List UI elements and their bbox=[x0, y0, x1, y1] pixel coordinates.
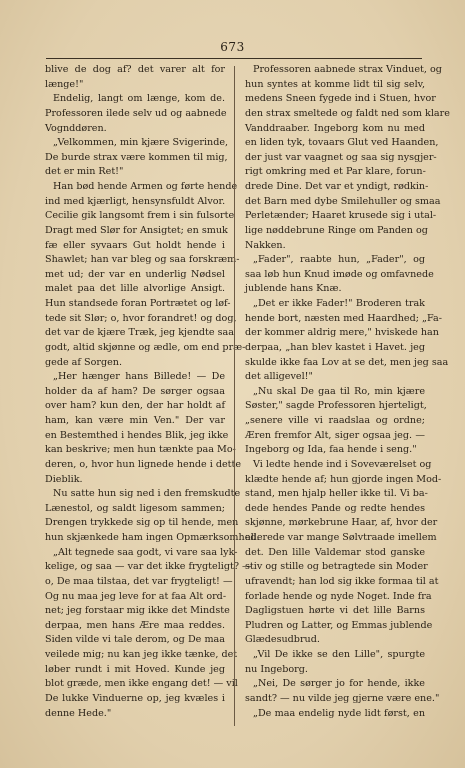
text-line: det alligevel!" bbox=[245, 371, 313, 383]
text-line: det var de kjære Træk, jeg kjendte saa bbox=[45, 327, 234, 339]
text-line: Shawlet; han var bleg og saa forskræm- bbox=[45, 254, 240, 266]
text-line: hende bort, næsten med Haardhed; „Fa- bbox=[245, 312, 442, 324]
header-rule bbox=[46, 58, 422, 59]
text-line: fæ eller syvaars Gut holdt hende i bbox=[45, 239, 225, 251]
text-line: det er min Ret!" bbox=[45, 166, 124, 178]
text-line: lige nøddebrune Ringe om Panden og bbox=[245, 224, 428, 236]
text-line: Cecilie gik langsomt frem i sin fulsorte bbox=[45, 210, 235, 222]
text-line: forlade hende og nyde Noget. Inde fra bbox=[245, 590, 432, 602]
text-line: Dieblik. bbox=[45, 473, 83, 485]
text-line: hun syntes at komme lidt til sig selv, bbox=[245, 78, 425, 90]
text-line: en Bestemthed i hendes Blik, jeg ikke bbox=[45, 429, 229, 441]
text-line: Glædesudbrud. bbox=[245, 634, 320, 646]
text-line: „Alt tegnede saa godt, vi vare saa lyk- bbox=[53, 546, 238, 558]
text-line: jublende hans Knæ. bbox=[245, 283, 342, 295]
column-divider bbox=[234, 66, 235, 726]
text-line: hun skjænkede ham ingen Opmærksomhed. bbox=[45, 532, 260, 543]
text-line: Pludren og Latter, og Emmas jublende bbox=[245, 619, 433, 631]
text-line: „De maa endelig nyde lidt først, en bbox=[253, 707, 425, 719]
text-line: nu Ingeborg. bbox=[245, 663, 308, 675]
text-line: medens Sneen fygede ind i Stuen, hvor bbox=[245, 93, 436, 105]
text-line: De lukke Vinduerne op, jeg kvæles i bbox=[45, 692, 225, 704]
text-line: Professoren ilede selv ud og aabnede bbox=[45, 107, 227, 119]
text-line: holder da af ham? De sørger ogsaa bbox=[45, 385, 225, 397]
text-line: en liden tyk, tovaars Glut ved Haanden, bbox=[245, 137, 439, 149]
text-line: denne Hede." bbox=[45, 707, 112, 719]
text-line: Siden vilde vi tale derom, og De maa bbox=[45, 634, 225, 646]
text-line: der just var vaagnet og saa sig nysgjer- bbox=[245, 151, 437, 163]
text-line: Ingeborg og Ida, faa hende i seng." bbox=[245, 444, 417, 456]
text-line: „Her hænger hans Billede! — De bbox=[53, 371, 225, 383]
text-line: klædte hende af; hun gjorde ingen Mod- bbox=[245, 473, 442, 485]
text-line: „Vil De ikke se den Lille", spurgte bbox=[253, 649, 425, 660]
text-line: „Det er ikke Fader!" Broderen trak bbox=[253, 298, 425, 309]
text-line: malet paa det lille alvorlige Ansigt. bbox=[45, 283, 225, 295]
text-line: „Nu skal De gaa til Ro, min kjære bbox=[253, 385, 425, 397]
text-line: tede sit Slør; o, hvor forandret! og dog, bbox=[45, 312, 237, 324]
text-line: blive de dog af? det varer alt for bbox=[45, 64, 225, 75]
text-line: Dragt med Slør for Ansigtet; en smuk bbox=[45, 224, 228, 236]
text-line: Perletænder; Haaret krusede sig i utal- bbox=[245, 210, 437, 222]
text-line: Vognddøren. bbox=[45, 122, 107, 134]
text-line: „Velkommen, min kjære Svigerinde, bbox=[53, 137, 229, 149]
text-line: gede af Sorgen. bbox=[45, 356, 122, 368]
text-line: godt, altid skjønne og ædle, om end præ- bbox=[45, 341, 246, 353]
text-line: met ud; der var en underlig Nødsel bbox=[45, 268, 225, 280]
text-line: Professoren aabnede strax Vinduet, og bbox=[253, 64, 442, 75]
text-line: blot græde, men ikke engang det! — vil bbox=[45, 678, 238, 690]
text-line: kelige, og saa — var det ikke frygteligt? — bbox=[45, 561, 252, 573]
text-line: løber rundt i mit Hoved. Kunde jeg bbox=[45, 663, 225, 675]
text-line: Lænestol, og saldt ligesom sammen; bbox=[45, 502, 225, 514]
text-line: der kommer aldrig mere," hviskede han bbox=[245, 327, 439, 339]
text-line: Drengen trykkede sig op til hende, men bbox=[45, 517, 239, 529]
text-line: Og nu maa jeg leve for at faa Alt ord- bbox=[45, 590, 227, 602]
text-line: skulde ikke faa Lov at se det, men jeg saa bbox=[245, 356, 449, 368]
text-line: Nakken. bbox=[245, 239, 286, 251]
text-line: o, De maa tilstaa, det var frygteligt! — bbox=[45, 575, 233, 587]
text-line: Han bød hende Armen og førte hende bbox=[53, 181, 238, 192]
right-column bbox=[245, 63, 450, 721]
text-line: derpaa, men hans Ære maa reddes. bbox=[45, 619, 225, 631]
text-line: deren, o, hvor hun lignede hende i dette bbox=[45, 458, 242, 470]
text-line: Nu satte hun sig ned i den fremskudte bbox=[53, 488, 241, 500]
text-line: ufravendt; han lod sig ikke formaa til at bbox=[245, 575, 439, 587]
text-line: sandt? — nu vilde jeg gjerne være ene." bbox=[245, 692, 440, 704]
text-line: over ham? kun den, der har holdt af bbox=[45, 400, 225, 412]
text-line: „senere ville vi raadslaa og ordne; bbox=[245, 415, 425, 426]
text-line: Vi ledte hende ind i Soveværelset og bbox=[253, 458, 432, 470]
text-line: længe!" bbox=[45, 78, 84, 90]
text-line: Æren fremfor Alt, siger ogsaa jeg. — bbox=[245, 429, 425, 441]
text-line: Søster," sagde Professoren hjerteligt, bbox=[245, 400, 427, 412]
text-line: derpaa, „han blev kastet i Havet. jeg bbox=[245, 341, 425, 353]
text-line: den strax smeltede og faldt ned som klare bbox=[245, 107, 450, 119]
text-line: De burde strax være kommen til mig, bbox=[45, 151, 228, 163]
text-line: Hun standsede foran Portrætet og løf- bbox=[45, 298, 231, 309]
text-line: „Nei, De sørger jo for hende, ikke bbox=[253, 678, 425, 690]
text-line: „Fader", raabte hun, „Fader", og bbox=[253, 254, 425, 266]
text-line: ham, kan være min Ven." Der var bbox=[45, 415, 225, 426]
text-line: stand, men hjalp heller ikke til. Vi ba- bbox=[245, 488, 428, 500]
text-line: veilede mig; nu kan jeg ikke tænke, det bbox=[45, 649, 238, 660]
text-line: rigt omkring med et Par klare, forun- bbox=[245, 166, 426, 178]
text-line: drede Dine. Det var et yndigt, rødkin- bbox=[245, 181, 429, 192]
text-line: ind med kjærligt, hensynsfuldt Alvor. bbox=[45, 195, 226, 207]
text-line: stiv og stille og betragtede sin Moder bbox=[245, 561, 428, 573]
text-line: Dagligstuen hørte vi det lille Barns bbox=[245, 605, 425, 617]
text-line: kan beskrive; men hun tænkte paa Mo- bbox=[45, 444, 236, 456]
text-line: Vanddraaber. Ingeborg kom nu med bbox=[245, 122, 425, 134]
text-line: saa løb hun Knud imøde og omfavnede bbox=[245, 268, 434, 280]
text-line: dede hendes Pande og redte hendes bbox=[245, 502, 425, 514]
text-line: allerede var mange Sølvtraade imellem bbox=[245, 532, 437, 543]
text-line: net; jeg forstaar mig ikke det Mindste bbox=[45, 605, 230, 617]
text-line: skjønne, mørkebrune Haar, af, hvor der bbox=[245, 517, 438, 529]
text-line: Endelig, langt om længe, kom de. bbox=[53, 93, 225, 105]
text-line: det Barn med dybe Smilehuller og smaa bbox=[245, 195, 441, 207]
left-column bbox=[45, 63, 260, 721]
page-number: 673 bbox=[220, 40, 245, 54]
text-line: det. Den lille Valdemar stod ganske bbox=[245, 546, 425, 558]
